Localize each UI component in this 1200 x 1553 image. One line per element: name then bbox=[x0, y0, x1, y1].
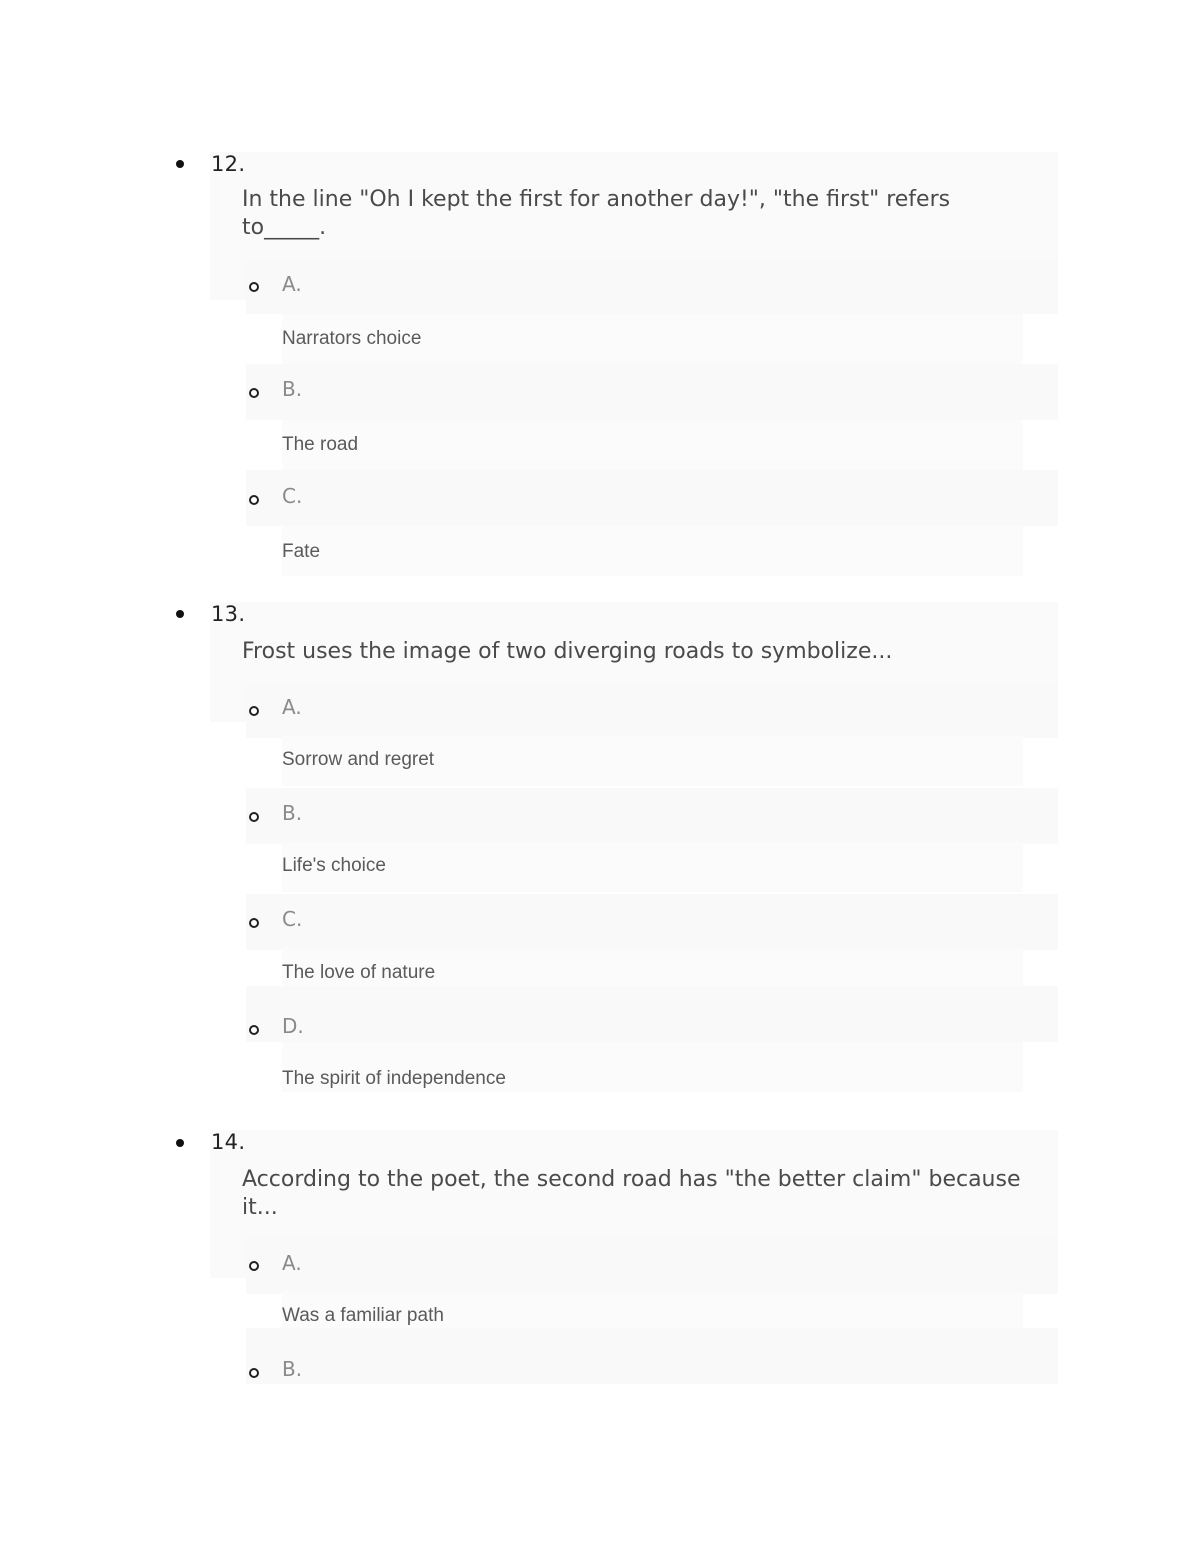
question-header bbox=[174, 1130, 1058, 1154]
option-letter: C. bbox=[282, 907, 303, 931]
question-12 bbox=[174, 152, 1058, 564]
option-letter: A. bbox=[282, 1251, 302, 1275]
question-number: 12. bbox=[211, 152, 246, 176]
option-answer: Sorrow and regret bbox=[282, 749, 435, 770]
option-row[interactable] bbox=[246, 788, 1058, 844]
option-letter: B. bbox=[282, 1357, 303, 1381]
question-header bbox=[174, 152, 1058, 176]
bullet-icon bbox=[176, 160, 184, 168]
option-row[interactable] bbox=[246, 682, 1058, 738]
radio-icon[interactable] bbox=[249, 706, 259, 716]
option-answer: Was a familiar path bbox=[282, 1305, 444, 1326]
option-row[interactable] bbox=[246, 1328, 1058, 1384]
radio-icon[interactable] bbox=[249, 1025, 259, 1035]
bullet-icon bbox=[176, 610, 184, 618]
option-answer: Narrators choice bbox=[282, 328, 422, 349]
option-answer-row bbox=[282, 526, 1023, 576]
option-letter: B. bbox=[282, 801, 303, 825]
option-row[interactable] bbox=[246, 470, 1058, 526]
option-row[interactable] bbox=[246, 364, 1058, 420]
question-header bbox=[174, 602, 1058, 626]
radio-icon[interactable] bbox=[249, 495, 259, 505]
question-13 bbox=[174, 602, 1058, 1094]
option-answer: Life's choice bbox=[282, 855, 386, 876]
radio-icon[interactable] bbox=[249, 388, 259, 398]
option-letter: C. bbox=[282, 484, 303, 508]
radio-icon[interactable] bbox=[249, 918, 259, 928]
bullet-icon bbox=[176, 1139, 184, 1147]
option-row[interactable] bbox=[246, 258, 1058, 314]
question-text: In the line "Oh I kept the first for another day!", "the first" refers to_____. bbox=[242, 187, 951, 240]
radio-icon[interactable] bbox=[249, 1368, 259, 1378]
question-text: According to the poet, the second road has "the better claim" because it... bbox=[242, 1167, 1021, 1220]
option-answer-row bbox=[282, 420, 1023, 470]
question-number: 14. bbox=[211, 1130, 246, 1154]
option-answer: The road bbox=[282, 434, 359, 455]
question-text: Frost uses the image of two diverging roads to symbolize... bbox=[242, 639, 893, 664]
option-letter: B. bbox=[282, 377, 303, 401]
option-row[interactable] bbox=[246, 986, 1058, 1042]
radio-icon[interactable] bbox=[249, 812, 259, 822]
question-number: 13. bbox=[211, 602, 246, 626]
option-answer: Fate bbox=[282, 541, 321, 562]
option-row[interactable] bbox=[246, 894, 1058, 950]
option-letter: D. bbox=[282, 1014, 304, 1038]
radio-icon[interactable] bbox=[249, 282, 259, 292]
option-answer: The spirit of independence bbox=[282, 1068, 506, 1089]
option-answer-row bbox=[282, 842, 1023, 892]
option-answer: The love of nature bbox=[282, 962, 436, 983]
question-14 bbox=[174, 1130, 1058, 1386]
option-letter: A. bbox=[282, 695, 302, 719]
option-row[interactable] bbox=[246, 1238, 1058, 1294]
option-letter: A. bbox=[282, 272, 302, 296]
radio-icon[interactable] bbox=[249, 1261, 259, 1271]
